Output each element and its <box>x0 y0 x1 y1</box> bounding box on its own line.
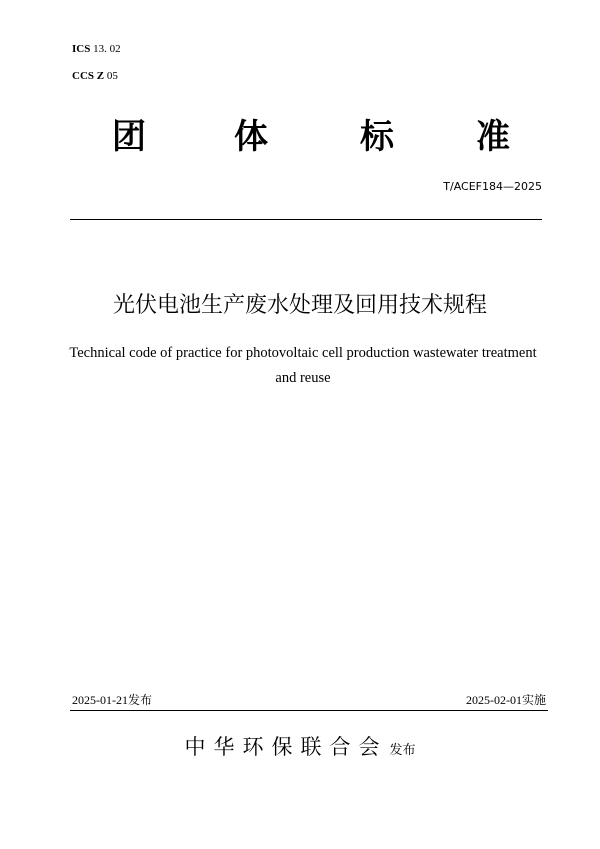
standard-type-char: 标 <box>360 117 394 157</box>
ccs-code <box>72 69 118 83</box>
ccs-value: 05 <box>104 70 118 82</box>
document-title-english: Technical code of practice for photovoltaic cell production wastewater treatment and reuse <box>69 345 537 386</box>
publisher-line <box>0 732 600 766</box>
standard-type-char: 团 <box>112 117 146 157</box>
ics-code <box>72 42 121 56</box>
ccs-label: CCS Z <box>72 70 105 82</box>
publisher-name: 中华环保联合会 <box>184 735 388 759</box>
document-title-chinese: 光伏电池生产废水处理及回用技术规程 <box>112 293 487 318</box>
ics-value: 13. 02 <box>90 43 121 55</box>
footer-divider <box>70 710 548 711</box>
release-date-value: 2025-01-21 <box>72 693 128 707</box>
release-date <box>72 692 152 708</box>
standard-type-char: 准 <box>476 117 510 157</box>
implementation-date-label: 实施 <box>521 693 546 707</box>
publisher-action: 发布 <box>389 743 416 758</box>
header-divider <box>70 219 542 220</box>
implementation-date <box>466 692 546 708</box>
standard-type-char: 体 <box>234 117 268 157</box>
ics-label: ICS <box>72 43 91 55</box>
release-date-label: 发布 <box>128 693 153 707</box>
implementation-date-value: 2025-02-01 <box>465 693 522 707</box>
standard-type-heading <box>0 115 600 165</box>
standard-number: T/ACEF184—2025 <box>443 180 542 193</box>
